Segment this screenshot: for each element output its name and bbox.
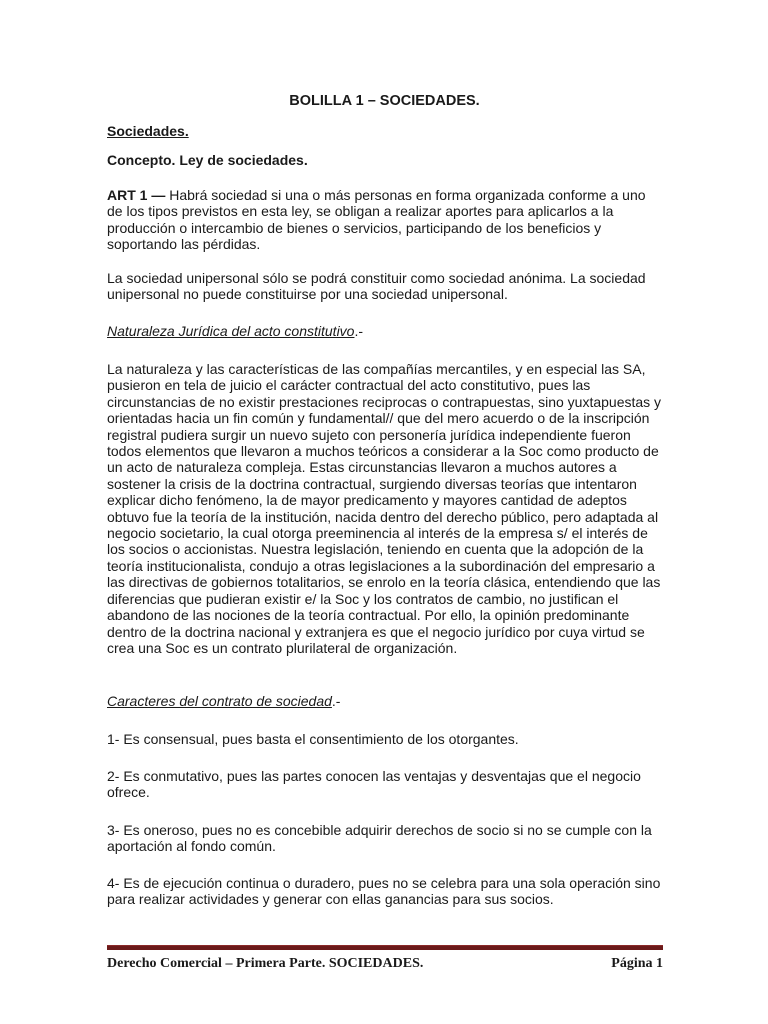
list-item: 1- Es consensual, pues basta el consentimiento de los otorgantes. xyxy=(107,731,519,747)
footer-divider xyxy=(107,945,663,950)
naturaleza-paragraph: La naturaleza y las características de las compañías mercantiles, y en especial las SA, pusieron en tela de juicio el carácter contractual del acto constitutivo, pues las circunstancias de no existir prestaciones reciprocas o contrapuestas, sino yuxtapuestas y orientadas hacia un fin común y fundamental// que del mero acuerdo o de la inscripción registral pudiera surgir un nuevo sujeto con personería jurídica independiente fueron todos elementos que llevaron a muchos teóricos a considerar a la Soc como producto de un acto de naturaleza compleja. Estas circunstancias llevaron a muchos autores a sostener la crisis de la doctrina contractual, surgiendo diversas teorías que intentaron explicar dicho fenómeno, la de mayor predicamento y mayores cantidad de adeptos obtuvo fue la teoría de la institución, nacida dentro del derecho público, pero adaptada al negocio societario, la cual otorga preeminencia al interés de la empresa s/ el interés de los socios o accionistas. Nuestra legislación, teniendo en cuenta que la adopción de la teoría institucionalista, condujo a otras legislaciones a la subordinación del empresario a las directivas de gobiernos totalitarios, se enrolo en la teoría clásica, entendiendo que las diferencias que pudieran existir e/ la Soc y los contratos de cambio, no justifican el abandono de las nociones de la teoría contractual. Por ello, la opinión predominante dentro de la doctrina nacional y extranjera es que el negocio jurídico por cuya virtud se crea una Soc es un contrato plurilateral de organización. xyxy=(107,361,662,656)
list-item: 3- Es oneroso, pues no es concebible adquirir derechos de socio si no se cumple con la aportación al fondo común. xyxy=(107,822,652,855)
naturaleza-heading xyxy=(107,323,663,339)
naturaleza-heading-suffix: .- xyxy=(354,323,364,339)
heading-sociedades: Sociedades. xyxy=(107,123,189,139)
naturaleza-heading-text: Naturaleza Jurídica del acto constitutivo xyxy=(107,323,355,339)
art1-label: ART 1 — xyxy=(107,187,166,203)
list-item: 2- Es conmutativo, pues las partes conocen las ventajas y desventajas que el negocio ofrece. xyxy=(107,768,641,801)
art1-paragraph xyxy=(107,187,663,253)
footer-course-title: Derecho Comercial – Primera Parte. SOCIEDADES. xyxy=(107,956,424,971)
footer-page-number: Página 1 xyxy=(611,956,663,971)
art1-text: Habrá sociedad si una o más personas en forma organizada conforme a uno de los tipos previstos en esta ley, se obligan a realizar aportes para aplicarlos a la producción o intercambio de bienes o servicios, participando de los beneficios y soportando las pérdidas. xyxy=(107,187,646,253)
caracteres-heading-text: Caracteres del contrato de sociedad xyxy=(107,693,332,709)
caracteres-heading-suffix: .- xyxy=(331,693,341,709)
heading-concepto: Concepto. Ley de sociedades. xyxy=(107,152,308,168)
list-item: 4- Es de ejecución continua o duradero, pues no se celebra para una sola operación sino para realizar actividades y generar con ellas ganancias para sus socios. xyxy=(107,875,661,908)
unipersonal-paragraph: La sociedad unipersonal sólo se podrá constituir como sociedad anónima. La sociedad unipersonal no puede constituirse por una sociedad unipersonal. xyxy=(107,270,646,303)
document-title: BOLILLA 1 – SOCIEDADES. xyxy=(289,93,480,109)
caracteres-heading xyxy=(107,693,663,709)
